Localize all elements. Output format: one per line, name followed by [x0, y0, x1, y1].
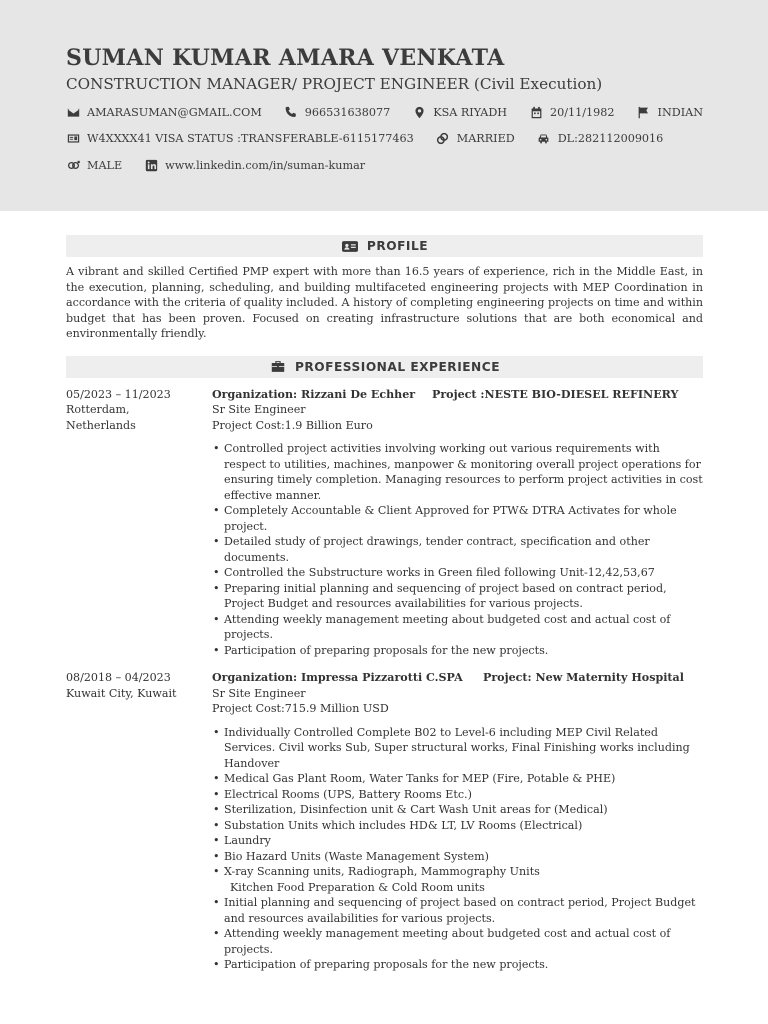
list-item: • Substation Units which includes HD& LT, LV Rooms (Electrical) [212, 818, 703, 834]
envelope-icon [66, 105, 80, 119]
list-item: • Initial planning and sequencing of project based on contract period, Project Budget and resources availabilities for various projects. [212, 895, 703, 926]
contact-email[interactable] [66, 105, 262, 119]
job-2-cost: Project Cost:715.9 Million USD [212, 702, 389, 716]
job-2-details [212, 670, 703, 973]
list-item: • Participation of preparing proposals for the new projects. [212, 957, 703, 973]
list-item: • Individually Controlled Complete B02 to Level-6 including MEP Civil Related Services. Civil works Sub, Super structural works, Final Finishing works including Handover [212, 725, 703, 772]
job-1-bullets [212, 441, 703, 658]
job-entry-2 [66, 670, 703, 973]
contact-marital-text: MARRIED [456, 132, 515, 145]
job-2-meta [66, 670, 212, 973]
job-1-organization: Organization: Rizzani De Echher [212, 387, 416, 401]
list-item: • Participation of preparing proposals for the new projects. [212, 643, 703, 659]
experience-heading: PROFESSIONAL EXPERIENCE [294, 359, 501, 374]
contact-email-text: AMARASUMAN@GMAIL.COM [87, 105, 262, 119]
profile-summary: A vibrant and skilled Certified PMP expert with more than 16.5 years of experience, rich in the Middle East, in the execution, planning, scheduling, and building multifaceted engineering projects with MEP Coordination in accordance with the criteria of quality included. A history of completing engineering projects on time and within budget that has been proven. Focused on creating infrastructure solutions that are both economical and environmentally friendly. [66, 265, 703, 341]
contact-linkedin-text: www.linkedin.com/in/suman-kumar [165, 158, 366, 172]
list-item: • Detailed study of project drawings, tender contract, specification and other documents. [212, 534, 703, 565]
contact-visa-text: W4XXXX41 VISA STATUS :TRANSFERABLE-6115177463 [87, 132, 414, 145]
gender-icon [66, 158, 80, 172]
job-1-project: Project :NESTE BIO-DIESEL REFINERY [432, 387, 679, 401]
job-1-location: Rotterdam, Netherlands [66, 403, 136, 432]
experience-section-header [66, 356, 703, 378]
list-item: • Attending weekly management meeting about budgeted cost and actual cost of projects. [212, 612, 703, 643]
contact-nationality-text: INDIAN [657, 105, 703, 119]
list-item: • Medical Gas Plant Room, Water Tanks for MEP (Fire, Potable & PHE) [212, 771, 703, 787]
list-item: • Electrical Rooms (UPS, Battery Rooms Etc.) [212, 787, 703, 803]
contact-dob [529, 105, 614, 119]
briefcase-icon [269, 360, 287, 374]
list-item: • X-ray Scanning units, Radiograph, Mammography Units [212, 864, 703, 880]
phone-icon [284, 105, 298, 119]
car-icon [537, 132, 551, 146]
job-1-role: Sr Site Engineer [212, 403, 306, 417]
linkedin-icon [144, 158, 158, 172]
rings-icon [436, 132, 450, 146]
profile-heading: PROFILE [366, 239, 429, 253]
candidate-name: SUMAN KUMAR AMARA VENKATA [66, 45, 505, 71]
id-badge-icon [341, 239, 359, 253]
list-item: Kitchen Food Preparation & Cold Room units [230, 880, 485, 894]
job-entry-1 [66, 387, 703, 659]
job-1-org-line [212, 387, 703, 403]
job-1-cost: Project Cost:1.9 Billion Euro [212, 418, 373, 432]
map-pin-icon [412, 105, 426, 119]
list-item: • Controlled the Substructure works in Green filed following Unit-12,42,53,67 [212, 565, 703, 581]
contact-marital [436, 132, 515, 146]
contact-license-text: DL:282112009016 [557, 132, 664, 145]
job-1-details [212, 387, 703, 659]
contact-nationality [637, 105, 703, 119]
candidate-title: CONSTRUCTION MANAGER/ PROJECT ENGINEER (Civil Execution) [66, 75, 603, 93]
contact-phone-text: 966531638077 [304, 105, 391, 119]
list-item: • Completely Accountable & Client Approved for PTW& DTRA Activates for whole project. [212, 503, 703, 534]
contact-visa [66, 132, 414, 146]
list-item: • Attending weekly management meeting about budgeted cost and actual cost of projects. [212, 926, 703, 957]
contact-row-3 [66, 157, 702, 173]
contact-row-1 [66, 104, 702, 120]
job-2-org-line [212, 670, 703, 686]
flag-icon [637, 105, 651, 119]
contact-block [66, 104, 702, 173]
list-item: • Laundry [212, 833, 703, 849]
job-2-dates: 08/2018 – 04/2023 [66, 671, 171, 685]
calendar-icon [529, 105, 543, 119]
contact-location [412, 105, 507, 119]
contact-row-2 [66, 131, 702, 147]
resume-body [0, 211, 768, 973]
list-item: • Sterilization, Disinfection unit & Cart Wash Unit areas for (Medical) [212, 802, 703, 818]
job-1-dates: 05/2023 – 11/2023 [66, 387, 171, 401]
contact-linkedin[interactable] [144, 158, 365, 172]
list-item: • Preparing initial planning and sequencing of project based on contract period, Project Budget and resources availabilities for various projects. [212, 581, 703, 612]
resume-header [0, 0, 768, 211]
job-2-project: Project: New Maternity Hospital [483, 671, 684, 685]
contact-phone[interactable] [284, 105, 390, 119]
profile-section-header [66, 235, 703, 257]
contact-gender [66, 158, 122, 172]
job-2-organization: Organization: Impressa Pizzarotti C.SPA [212, 671, 463, 685]
contact-gender-text: MALE [87, 158, 123, 172]
contact-dob-text: 20/11/1982 [550, 105, 615, 119]
id-card-icon [66, 132, 80, 146]
contact-location-text: KSA RIYADH [433, 105, 508, 119]
job-2-role: Sr Site Engineer [212, 686, 306, 700]
job-1-meta [66, 387, 212, 659]
list-item: • Controlled project activities involving working out various requirements with respect to utilities, machines, manpower & monitoring overall project operations for ensuring timely completion. Managing resources to perform project activities in cost effective manner. [212, 441, 703, 503]
contact-license [537, 132, 664, 146]
job-2-location: Kuwait City, Kuwait [66, 686, 177, 700]
job-2-bullets [212, 725, 703, 973]
list-item: • Bio Hazard Units (Waste Management System) [212, 849, 703, 865]
